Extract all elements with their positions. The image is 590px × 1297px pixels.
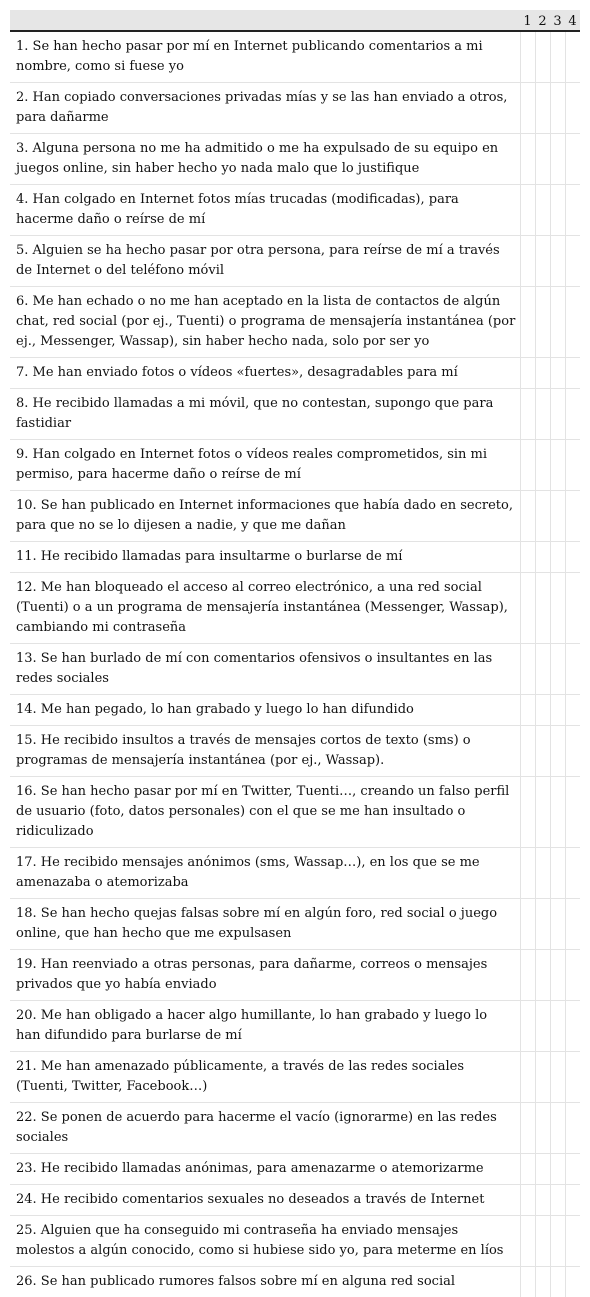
scale-header-3: 3 (550, 10, 565, 31)
score-cell-1[interactable] (520, 134, 535, 185)
item-text: 18. Se han hecho quejas falsas sobre mí en algún foro, red social o juego online, que han hecho que me expulsasen (10, 899, 520, 950)
score-cell-4[interactable] (565, 542, 580, 573)
score-cell-3[interactable] (550, 695, 565, 726)
item-text: 19. Han reenviado a otras personas, para dañarme, correos o mensajes privados que yo había enviado (10, 950, 520, 1001)
scale-header-4: 4 (565, 10, 580, 31)
score-cell-2[interactable] (535, 1103, 550, 1154)
item-text: 12. Me han bloqueado el acceso al correo electrónico, a una red social (Tuenti) o a un programa de mensajería instantánea (Messenger, Wassap), cambiando mi contraseña (10, 573, 520, 644)
item-text: 16. Se han hecho pasar por mí en Twitter, Tuenti…, creando un falso perfil de usuario (foto, datos personales) con el que se me han insultado o ridiculizado (10, 777, 520, 848)
score-cell-4[interactable] (565, 695, 580, 726)
score-cell-4[interactable] (565, 1103, 580, 1154)
item-text: 5. Alguien se ha hecho pasar por otra persona, para reírse de mí a través de Internet o del teléfono móvil (10, 236, 520, 287)
item-text: 2. Han copiado conversaciones privadas mías y se las han enviado a otros, para dañarme (10, 83, 520, 134)
score-cell-4[interactable] (565, 1185, 580, 1216)
item-text: 24. He recibido comentarios sexuales no deseados a través de Internet (10, 1185, 520, 1216)
score-cell-3[interactable] (550, 950, 565, 1001)
score-cell-1[interactable] (520, 1103, 535, 1154)
score-cell-1[interactable] (520, 389, 535, 440)
item-text: 8. He recibido llamadas a mi móvil, que no contestan, supongo que para fastidiar (10, 389, 520, 440)
item-text: 10. Se han publicado en Internet informaciones que había dado en secreto, para que no se lo dijesen a nadie, y que me dañan (10, 491, 520, 542)
score-cell-2[interactable] (535, 950, 550, 1001)
score-cell-1[interactable] (520, 848, 535, 899)
table-row (10, 1185, 580, 1216)
score-cell-4[interactable] (565, 1154, 580, 1185)
table-row (10, 695, 580, 726)
score-cell-2[interactable] (535, 31, 550, 83)
table-row (10, 1154, 580, 1185)
score-cell-4[interactable] (565, 644, 580, 695)
score-cell-4[interactable] (565, 950, 580, 1001)
score-cell-4[interactable] (565, 848, 580, 899)
score-cell-2[interactable] (535, 1216, 550, 1267)
table-row (10, 83, 580, 134)
score-cell-3[interactable] (550, 440, 565, 491)
score-cell-3[interactable] (550, 1052, 565, 1103)
table-row (10, 236, 580, 287)
score-cell-3[interactable] (550, 491, 565, 542)
item-text: 1. Se han hecho pasar por mí en Internet publicando comentarios a mi nombre, como si fuese yo (10, 31, 520, 83)
score-cell-4[interactable] (565, 1052, 580, 1103)
table-row (10, 134, 580, 185)
item-text: 14. Me han pegado, lo han grabado y luego lo han difundido (10, 695, 520, 726)
score-cell-2[interactable] (535, 358, 550, 389)
table-row (10, 31, 580, 83)
score-cell-4[interactable] (565, 440, 580, 491)
score-cell-1[interactable] (520, 1216, 535, 1267)
score-cell-2[interactable] (535, 695, 550, 726)
questionnaire-table (10, 10, 580, 1297)
score-cell-3[interactable] (550, 542, 565, 573)
score-cell-3[interactable] (550, 1185, 565, 1216)
table-row (10, 1052, 580, 1103)
score-cell-1[interactable] (520, 287, 535, 358)
scale-header-1: 1 (520, 10, 535, 31)
score-cell-2[interactable] (535, 83, 550, 134)
score-cell-3[interactable] (550, 1216, 565, 1267)
score-cell-4[interactable] (565, 1267, 580, 1297)
score-cell-1[interactable] (520, 1001, 535, 1052)
score-cell-2[interactable] (535, 777, 550, 848)
score-cell-3[interactable] (550, 1267, 565, 1297)
score-cell-3[interactable] (550, 185, 565, 236)
score-cell-3[interactable] (550, 1154, 565, 1185)
score-cell-2[interactable] (535, 1267, 550, 1297)
score-cell-3[interactable] (550, 644, 565, 695)
score-cell-4[interactable] (565, 358, 580, 389)
score-cell-2[interactable] (535, 440, 550, 491)
score-cell-3[interactable] (550, 31, 565, 83)
score-cell-2[interactable] (535, 573, 550, 644)
score-cell-2[interactable] (535, 185, 550, 236)
score-cell-1[interactable] (520, 542, 535, 573)
score-cell-3[interactable] (550, 287, 565, 358)
score-cell-4[interactable] (565, 899, 580, 950)
score-cell-4[interactable] (565, 726, 580, 777)
score-cell-4[interactable] (565, 573, 580, 644)
score-cell-2[interactable] (535, 389, 550, 440)
score-cell-3[interactable] (550, 236, 565, 287)
table-row (10, 573, 580, 644)
questionnaire (10, 10, 580, 1297)
table-row (10, 358, 580, 389)
score-cell-2[interactable] (535, 848, 550, 899)
score-cell-2[interactable] (535, 1052, 550, 1103)
item-text: 3. Alguna persona no me ha admitido o me ha expulsado de su equipo en juegos online, sin haber hecho yo nada malo que lo justifique (10, 134, 520, 185)
score-cell-2[interactable] (535, 287, 550, 358)
score-cell-1[interactable] (520, 1185, 535, 1216)
score-cell-2[interactable] (535, 491, 550, 542)
table-row (10, 1103, 580, 1154)
score-cell-1[interactable] (520, 236, 535, 287)
score-cell-3[interactable] (550, 83, 565, 134)
table-row (10, 1001, 580, 1052)
table-row (10, 1216, 580, 1267)
score-cell-1[interactable] (520, 726, 535, 777)
item-text: 4. Han colgado en Internet fotos mías trucadas (modificadas), para hacerme daño o reírse de mí (10, 185, 520, 236)
item-text: 25. Alguien que ha conseguido mi contraseña ha enviado mensajes molestos a algún conocido, como si hubiese sido yo, para meterme en líos (10, 1216, 520, 1267)
score-cell-2[interactable] (535, 1001, 550, 1052)
score-cell-2[interactable] (535, 644, 550, 695)
score-cell-1[interactable] (520, 83, 535, 134)
score-cell-1[interactable] (520, 695, 535, 726)
score-cell-4[interactable] (565, 31, 580, 83)
score-cell-1[interactable] (520, 491, 535, 542)
score-cell-1[interactable] (520, 950, 535, 1001)
score-cell-1[interactable] (520, 899, 535, 950)
table-row (10, 726, 580, 777)
score-cell-4[interactable] (565, 1216, 580, 1267)
score-cell-2[interactable] (535, 542, 550, 573)
score-cell-4[interactable] (565, 287, 580, 358)
table-row (10, 950, 580, 1001)
score-cell-4[interactable] (565, 83, 580, 134)
score-cell-1[interactable] (520, 777, 535, 848)
score-cell-3[interactable] (550, 573, 565, 644)
score-cell-1[interactable] (520, 1154, 535, 1185)
item-text: 21. Me han amenazado públicamente, a través de las redes sociales (Tuenti, Twitter, Facebook…) (10, 1052, 520, 1103)
score-cell-3[interactable] (550, 848, 565, 899)
score-cell-3[interactable] (550, 899, 565, 950)
score-cell-1[interactable] (520, 1052, 535, 1103)
table-row (10, 899, 580, 950)
score-cell-1[interactable] (520, 185, 535, 236)
score-cell-2[interactable] (535, 726, 550, 777)
item-text: 17. He recibido mensajes anónimos (sms, Wassap…), en los que se me amenazaba o atemorizaba (10, 848, 520, 899)
item-text: 6. Me han echado o no me han aceptado en la lista de contactos de algún chat, red social (por ej., Tuenti) o programa de mensajería instantánea (por ej., Messenger, Wassap), sin haber hecho nada, solo por ser yo (10, 287, 520, 358)
score-cell-2[interactable] (535, 134, 550, 185)
table-row (10, 389, 580, 440)
table-row (10, 440, 580, 491)
score-cell-1[interactable] (520, 644, 535, 695)
score-cell-3[interactable] (550, 1001, 565, 1052)
item-header (10, 10, 520, 31)
item-text: 23. He recibido llamadas anónimas, para amenazarme o atemorizarme (10, 1154, 520, 1185)
score-cell-4[interactable] (565, 185, 580, 236)
score-cell-2[interactable] (535, 1154, 550, 1185)
table-row (10, 1267, 580, 1297)
score-cell-1[interactable] (520, 31, 535, 83)
table-row (10, 491, 580, 542)
score-cell-4[interactable] (565, 777, 580, 848)
score-cell-3[interactable] (550, 1103, 565, 1154)
score-cell-3[interactable] (550, 358, 565, 389)
score-cell-4[interactable] (565, 134, 580, 185)
score-cell-2[interactable] (535, 1185, 550, 1216)
table-row (10, 644, 580, 695)
score-cell-1[interactable] (520, 573, 535, 644)
score-cell-3[interactable] (550, 389, 565, 440)
item-text: 9. Han colgado en Internet fotos o vídeos reales comprometidos, sin mi permiso, para hacerme daño o reírse de mí (10, 440, 520, 491)
item-text: 15. He recibido insultos a través de mensajes cortos de texto (sms) o programas de mensajería instantánea (por ej., Wassap). (10, 726, 520, 777)
item-text: 11. He recibido llamadas para insultarme o burlarse de mí (10, 542, 520, 573)
score-cell-2[interactable] (535, 899, 550, 950)
score-cell-3[interactable] (550, 134, 565, 185)
score-cell-4[interactable] (565, 389, 580, 440)
scale-header-2: 2 (535, 10, 550, 31)
table-row (10, 542, 580, 573)
table-row (10, 185, 580, 236)
score-cell-2[interactable] (535, 236, 550, 287)
score-cell-1[interactable] (520, 358, 535, 389)
score-cell-4[interactable] (565, 491, 580, 542)
score-cell-3[interactable] (550, 726, 565, 777)
score-cell-1[interactable] (520, 440, 535, 491)
item-text: 7. Me han enviado fotos o vídeos «fuertes», desagradables para mí (10, 358, 520, 389)
score-cell-4[interactable] (565, 236, 580, 287)
score-cell-3[interactable] (550, 777, 565, 848)
item-text: 22. Se ponen de acuerdo para hacerme el vacío (ignorarme) en las redes sociales (10, 1103, 520, 1154)
header-row (10, 10, 580, 31)
table-row (10, 287, 580, 358)
item-text: 20. Me han obligado a hacer algo humillante, lo han grabado y luego lo han difundido para burlarse de mí (10, 1001, 520, 1052)
table-row (10, 777, 580, 848)
table-row (10, 848, 580, 899)
item-text: 13. Se han burlado de mí con comentarios ofensivos o insultantes en las redes sociales (10, 644, 520, 695)
item-text: 26. Se han publicado rumores falsos sobre mí en alguna red social (10, 1267, 520, 1297)
score-cell-1[interactable] (520, 1267, 535, 1297)
score-cell-4[interactable] (565, 1001, 580, 1052)
items-body (10, 31, 580, 1297)
